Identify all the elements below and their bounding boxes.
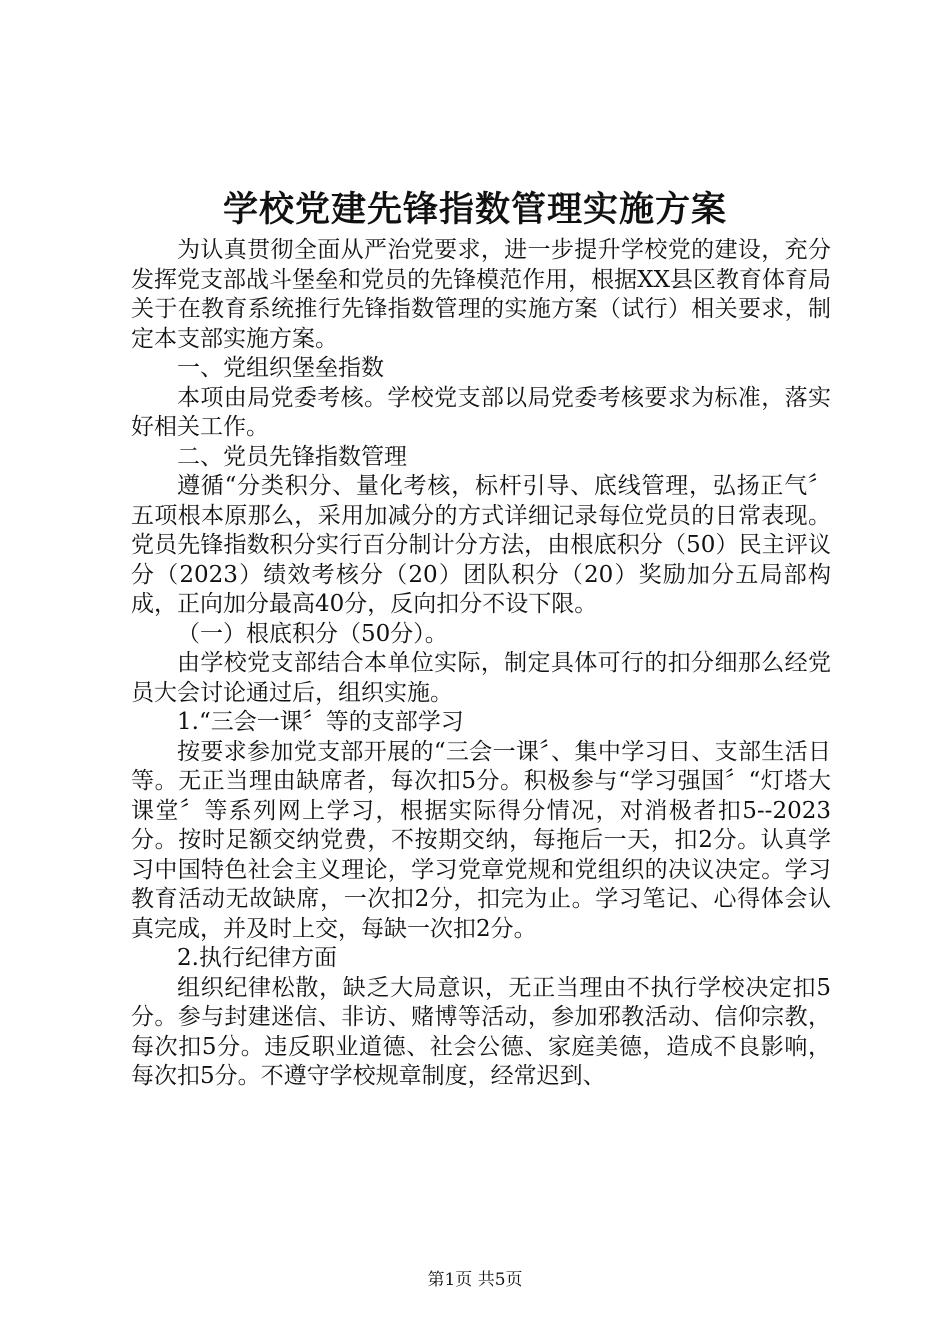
item-heading-1: 1.“三会一课〞等的支部学习: [177, 709, 464, 735]
page-footer: 第1页 共5页: [427, 1270, 523, 1290]
paragraph: 按要求参加党支部开展的“三会一课〞、集中学习日、支部生活日等。无正当理由缺席者，每次扣5分。积极参与“学习强国〞“灯塔大课堂〞等系列网上学习，根据实际得分情况，对消极者扣5--2023分。按时足额交纳党费，不按期交纳，每拖后一天，扣2分。认真学习中国特色社会主义理论，学习党章党规和党组织的决议决定。学习教育活动无故缺席，一次扣2分，扣完为止。学习笔记、心得体会认真完成，并及时上交，每缺一次扣2分。: [131, 738, 831, 942]
section-heading-1: 一、党组织堡垒指数: [177, 355, 384, 381]
section-heading-2: 二、党员先锋指数管理: [177, 443, 407, 470]
subsection-heading: （一）根底积分（50分）。: [177, 620, 448, 647]
document-title: 学校党建先锋指数管理实施方案: [222, 189, 727, 230]
paragraph: 由学校党支部结合本单位实际，制定具体可行的扣分细那么经党员大会讨论通过后，组织实施。: [131, 650, 831, 706]
paragraph: 组织纪律松散，缺乏大局意识，无正当理由不执行学校决定扣5分。参与封建迷信、非访、赌博等活动，参加邪教活动、信仰宗教，每次扣5分。违反职业道德、社会公德、家庭美德，造成不良影响，每次扣5分。不遵守学校规章制度，经常迟到、: [131, 974, 831, 1089]
paragraph: 本项由局党委考核。学校党支部以局党委考核要求为标准，落实好相关工作。: [131, 384, 831, 440]
item-heading-2: 2.执行纪律方面: [177, 945, 337, 971]
document-body: [131, 236, 831, 1092]
paragraph: 遵循“分类积分、量化考核，标杆引导、底线管理，弘扬正气〞五项根本原那么，采用加减分的方式详细记录每位党员的日常表现。党员先锋指数积分实行百分制计分方法，由根底积分（50）民主评议分（2023）绩效考核分（20）团队积分（20）奖励加分五局部构成，正向加分最高40分，反向扣分不设下限。: [131, 473, 831, 617]
paragraph-intro: 为认真贯彻全面从严治党要求，进一步提升学校党的建设，充分发挥党支部战斗堡垒和党员的先锋模范作用，根据XX县区教育体育局关于在教育系统推行先锋指数管理的实施方案（试行）相关要求，制定本支部实施方案。: [131, 237, 831, 352]
